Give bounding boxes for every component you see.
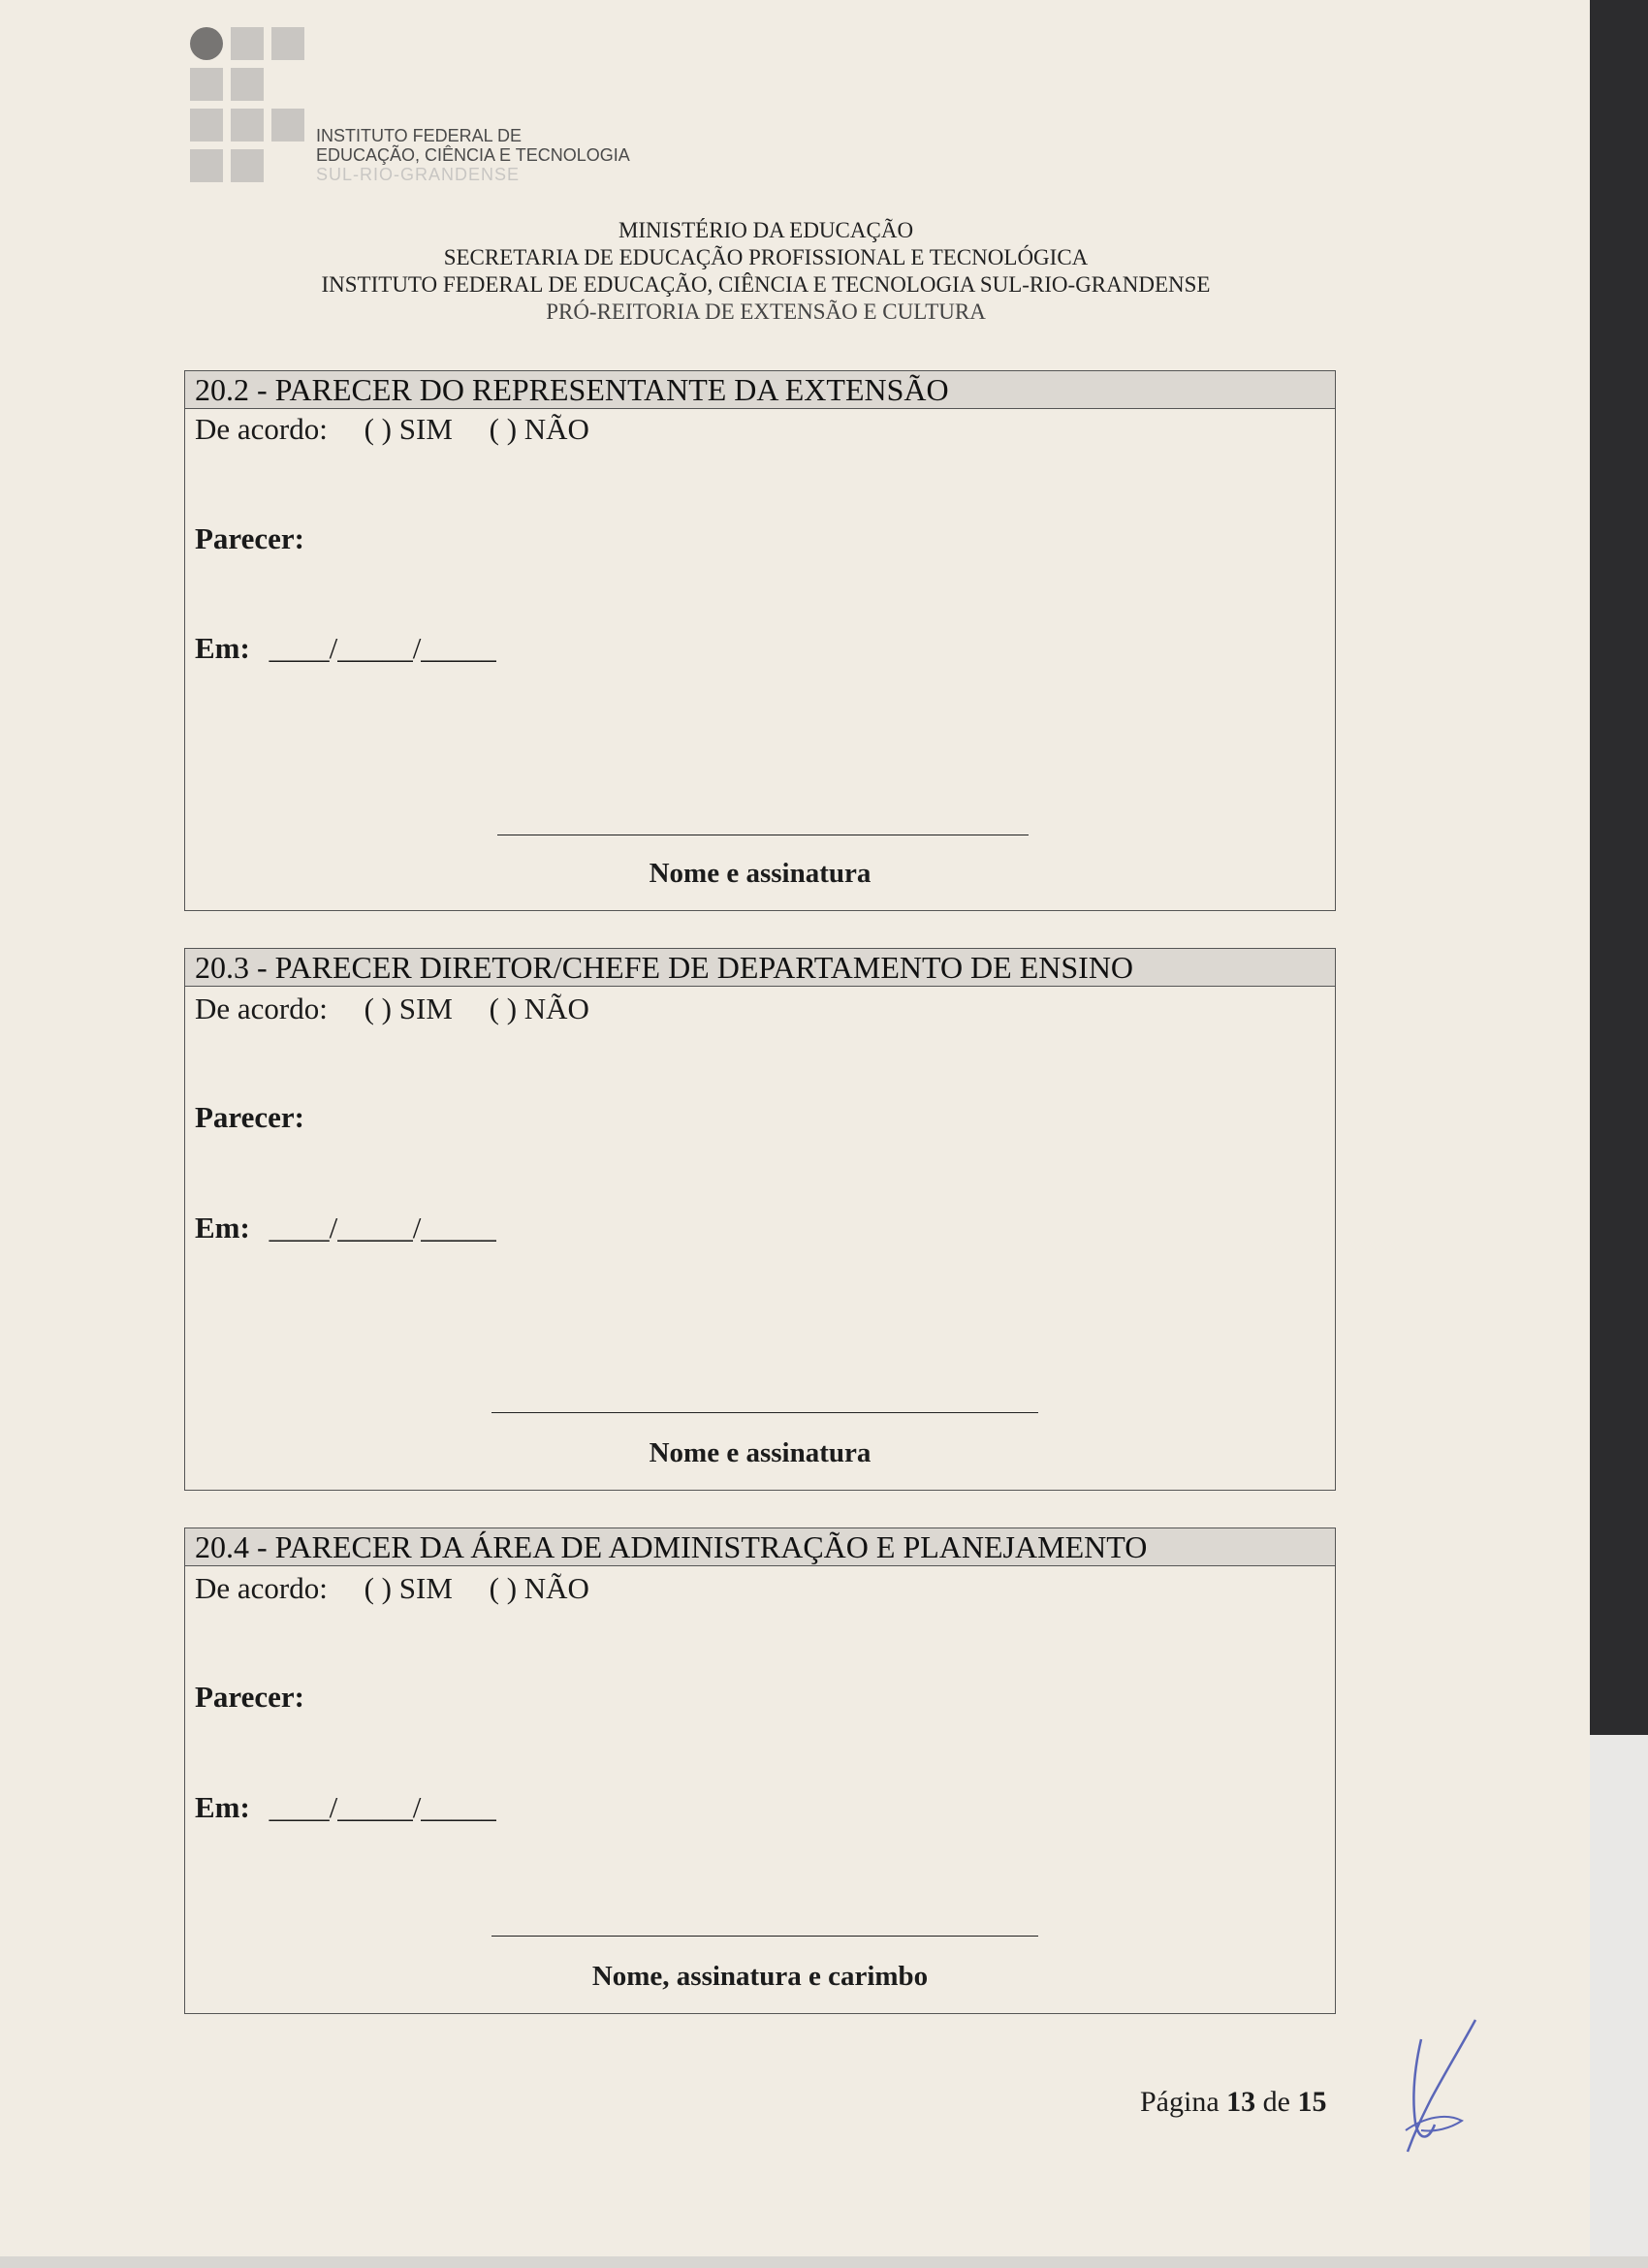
logo-block bbox=[231, 68, 264, 101]
section-teaching-department-opinion bbox=[184, 948, 1336, 1491]
agreement-row bbox=[195, 412, 589, 447]
date-label: Em: bbox=[195, 631, 250, 665]
signature-label: Nome, assinatura e carimbo bbox=[591, 1961, 929, 1992]
logo-block bbox=[271, 27, 304, 60]
page-word: Página bbox=[1140, 2086, 1220, 2118]
agreement-row bbox=[195, 1571, 589, 1606]
logo-block bbox=[190, 68, 223, 101]
section-extension-opinion bbox=[184, 370, 1336, 911]
signature-label: Nome e assinatura bbox=[649, 858, 872, 889]
no-checkbox[interactable]: ( ) NÃO bbox=[489, 992, 589, 1025]
logo-line-1: INSTITUTO FEDERAL DE bbox=[316, 126, 523, 145]
page-current: 13 bbox=[1226, 2086, 1256, 2118]
date-label: Em: bbox=[195, 1790, 250, 1824]
date-row[interactable] bbox=[195, 631, 496, 666]
no-checkbox[interactable]: ( ) NÃO bbox=[489, 412, 589, 446]
institute-logo bbox=[190, 27, 655, 192]
yes-checkbox[interactable]: ( ) SIM bbox=[364, 1571, 453, 1605]
yes-checkbox[interactable]: ( ) SIM bbox=[364, 412, 453, 446]
date-row[interactable] bbox=[195, 1211, 496, 1245]
signature-line[interactable] bbox=[491, 1412, 1038, 1413]
yes-checkbox[interactable]: ( ) SIM bbox=[364, 992, 453, 1025]
logo-block bbox=[190, 149, 223, 182]
header-pro-rectory: PRÓ-REITORIA DE EXTENSÃO E CULTURA bbox=[546, 299, 986, 324]
logo-circle bbox=[190, 27, 223, 60]
section-title: 20.3 - PARECER DIRETOR/CHEFE DE DEPARTAMENTO DE ENSINO bbox=[185, 949, 1335, 987]
signature-label: Nome e assinatura bbox=[649, 1437, 872, 1468]
scanner-edge-bottom bbox=[0, 2256, 1648, 2268]
date-row[interactable] bbox=[195, 1790, 496, 1825]
scanner-edge-light bbox=[1590, 1735, 1648, 2268]
agreement-label: De acordo: bbox=[195, 412, 328, 446]
page-number bbox=[1140, 2086, 1326, 2119]
opinion-label: Parecer: bbox=[195, 1680, 304, 1714]
logo-text bbox=[316, 126, 630, 184]
page-of: de bbox=[1262, 2086, 1290, 2118]
scanner-edge bbox=[1590, 0, 1648, 2268]
date-blank-field[interactable]: ____/_____/_____ bbox=[269, 1211, 496, 1244]
section-title: 20.4 - PARECER DA ÁREA DE ADMINISTRAÇÃO E PLANEJAMENTO bbox=[185, 1528, 1335, 1566]
date-blank-field[interactable]: ____/_____/_____ bbox=[269, 1790, 496, 1824]
section-administration-planning-opinion bbox=[184, 1528, 1336, 2014]
header-secretariat: SECRETARIA DE EDUCAÇÃO PROFISSIONAL E TECNOLÓGICA bbox=[443, 245, 1089, 269]
section-title: 20.2 - PARECER DO REPRESENTANTE DA EXTENSÃO bbox=[185, 371, 1335, 409]
date-label: Em: bbox=[195, 1211, 250, 1244]
opinion-label: Parecer: bbox=[195, 1100, 304, 1134]
agreement-row bbox=[195, 992, 589, 1026]
agreement-label: De acordo: bbox=[195, 992, 328, 1025]
logo-block bbox=[190, 109, 223, 142]
page-total: 15 bbox=[1297, 2086, 1327, 2118]
logo-line-3: SUL-RIO-GRANDENSE bbox=[316, 165, 521, 184]
logo-block bbox=[271, 109, 304, 142]
document-header bbox=[145, 217, 1386, 326]
logo-block bbox=[231, 27, 264, 60]
logo-line-2: EDUCAÇÃO, CIÊNCIA E TECNOLOGIA bbox=[316, 145, 630, 165]
agreement-label: De acordo: bbox=[195, 1571, 328, 1605]
logo-block bbox=[231, 109, 264, 142]
date-blank-field[interactable]: ____/_____/_____ bbox=[269, 631, 496, 665]
handwritten-initials bbox=[1386, 2016, 1493, 2161]
opinion-label: Parecer: bbox=[195, 521, 304, 555]
logo-block bbox=[231, 149, 264, 182]
signature-line[interactable] bbox=[491, 1936, 1038, 1937]
no-checkbox[interactable]: ( ) NÃO bbox=[489, 1571, 589, 1605]
header-institute: INSTITUTO FEDERAL DE EDUCAÇÃO, CIÊNCIA E TECNOLOGIA SUL-RIO-GRANDENSE bbox=[321, 272, 1211, 297]
header-ministry: MINISTÉRIO DA EDUCAÇÃO bbox=[618, 218, 914, 242]
